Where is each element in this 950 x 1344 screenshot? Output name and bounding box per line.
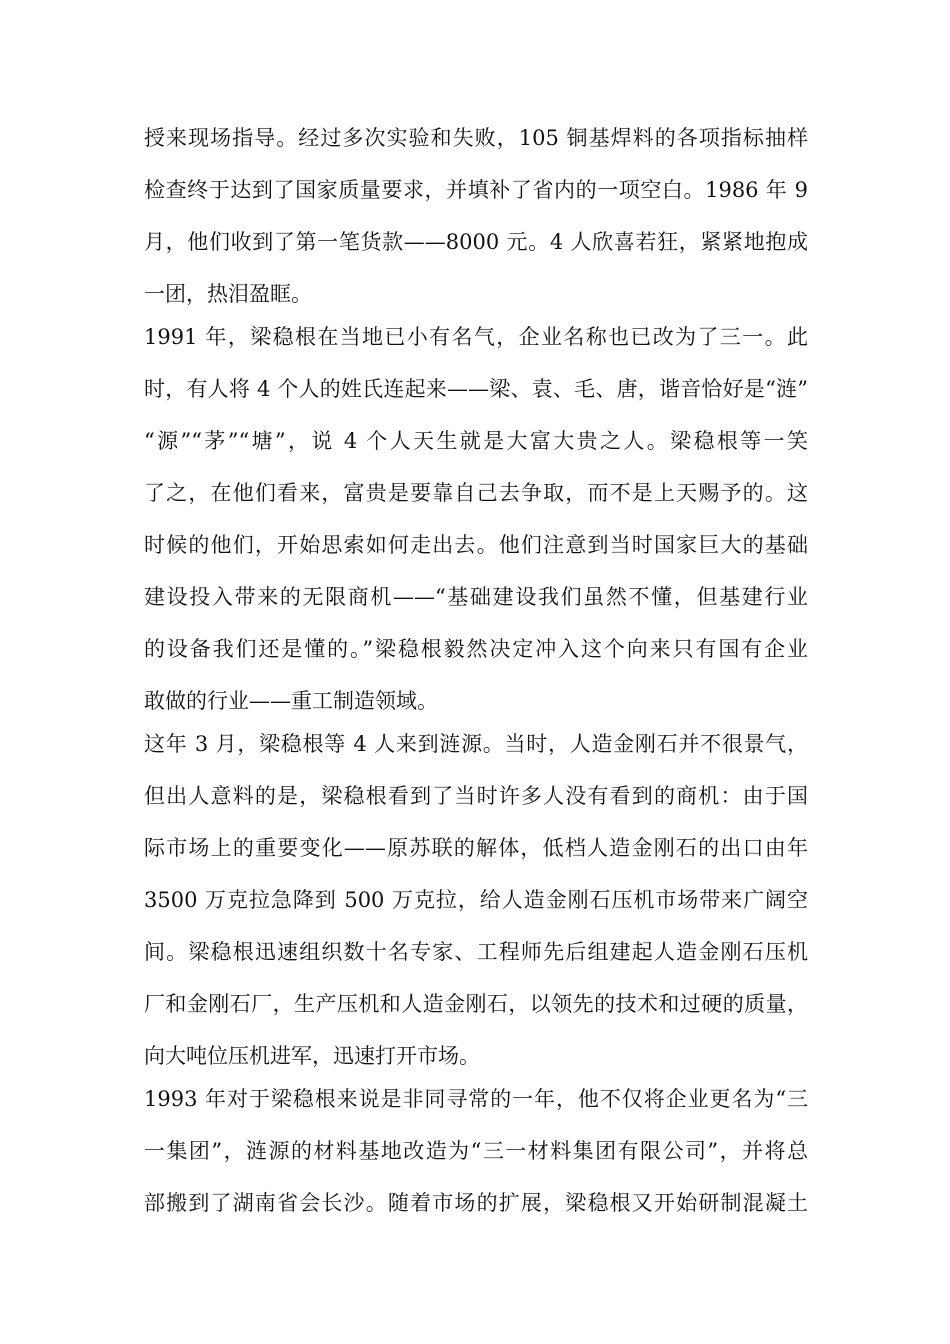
text-line-4: 一团，热泪盈眶。 (144, 282, 312, 306)
text-line-22: 部搬到了湖南省会长沙。随着市场的扩展，梁稳根又开始研制混凝土 (144, 1191, 808, 1215)
text-line-7: “源”“茅”“塘”，说 4 个人天生就是大富大贵之人。梁稳根等一笑 (144, 429, 808, 453)
text-line-21: 一集团”，涟源的材料基地改造为“三一材料集团有限公司”，并将总 (144, 1139, 808, 1163)
text-line-8: 了之，在他们看来，富贵是要靠自己去争取，而不是上天赐予的。这 (144, 481, 808, 505)
text-line-18: 厂和金刚石厂，生产压机和人造金刚石，以领先的技术和过硬的质量， (144, 992, 808, 1016)
text-line-13: 这年 3 月，梁稳根等 4 人来到涟源。当时，人造金刚石并不很景气， (144, 732, 808, 756)
text-line-3: 月，他们收到了第一笔货款——8000 元。4 人欣喜若狂，紧紧地抱成 (144, 230, 808, 254)
text-line-19: 向大吨位压机进军，迅速打开市场。 (144, 1044, 480, 1068)
text-line-1: 授来现场指导。经过多次实验和失败，105 铜基焊料的各项指标抽样 (144, 126, 808, 150)
text-line-9: 时候的他们，开始思索如何走出去。他们注意到当时国家巨大的基础 (144, 533, 808, 557)
text-line-15: 际市场上的重要变化——原苏联的解体，低档人造金刚石的出口由年 (144, 836, 808, 860)
text-line-6: 时，有人将 4 个人的姓氏连起来——梁、袁、毛、唐，谐音恰好是“涟” (144, 377, 808, 401)
text-line-20: 1993 年对于梁稳根来说是非同寻常的一年，他不仅将企业更名为“三 (144, 1087, 808, 1111)
text-line-10: 建设投入带来的无限商机——“基础建设我们虽然不懂，但基建行业 (144, 585, 808, 609)
text-line-14: 但出人意料的是，梁稳根看到了当时许多人没有看到的商机：由于国 (144, 784, 808, 808)
text-line-12: 敢做的行业——重工制造领域。 (144, 689, 438, 713)
text-line-11: 的设备我们还是懂的。”梁稳根毅然决定冲入这个向来只有国有企业 (144, 637, 808, 661)
text-line-5: 1991 年，梁稳根在当地已小有名气，企业名称也已改为了三一。此 (144, 325, 808, 349)
text-line-2: 检查终于达到了国家质量要求，并填补了省内的一项空白。1986 年 9 (144, 178, 808, 202)
text-line-16: 3500 万克拉急降到 500 万克拉，给人造金刚石压机市场带来广阔空 (144, 888, 808, 912)
text-line-17: 间。梁稳根迅速组织数十名专家、工程师先后组建起人造金刚石压机 (144, 940, 808, 964)
